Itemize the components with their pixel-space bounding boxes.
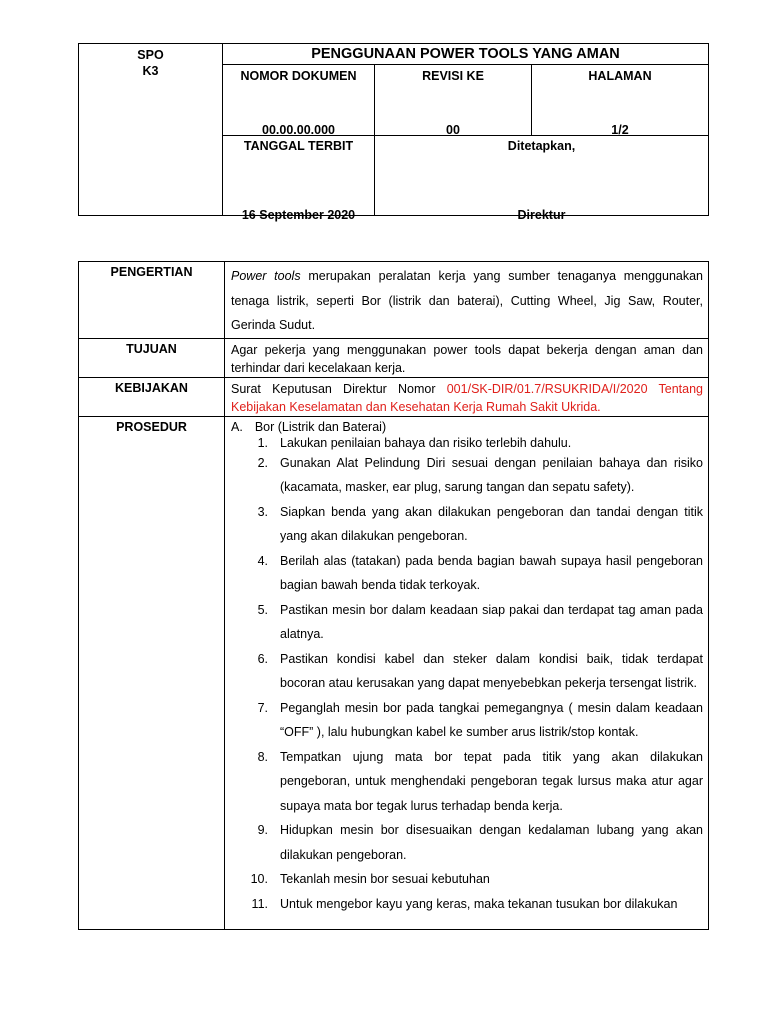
step-text: Untuk mengebor kayu yang keras, maka tekanan tusukan bor dilakukan	[280, 896, 678, 911]
prosedur-step	[231, 647, 703, 696]
prosedur-steps-list	[231, 435, 703, 917]
ditetapkan-label: Ditetapkan,	[507, 139, 576, 153]
step-number: 9.	[257, 823, 268, 837]
prosedur-step	[231, 549, 703, 598]
tujuan-content: Agar pekerja yang menggunakan power tools dapat bekerja dengan aman dan terhindar dari kecelakaan kerja.	[225, 338, 709, 377]
prosedur-step	[231, 867, 703, 892]
prosedur-step	[231, 500, 703, 549]
revisi-cell	[375, 65, 532, 136]
step-text: Gunakan Alat Pelindung Diri sesuai dengan penilaian bahaya dan risiko (kacamata, masker, ear plug, sarung tangan dan sepatu safety).	[280, 455, 703, 494]
pengertian-content	[225, 262, 709, 339]
step-number: 4.	[257, 553, 268, 568]
step-number: 2.	[257, 455, 268, 470]
section-letter: A.	[231, 419, 243, 434]
step-text: Siapkan benda yang akan dilakukan pengeboran dan tandai dengan titik yang akan dilakukan pengeboran.	[280, 504, 703, 543]
halaman-label: HALAMAN	[588, 69, 652, 83]
nomor-dokumen-label: NOMOR DOKUMEN	[240, 69, 357, 83]
step-number: 5.	[257, 602, 268, 617]
kebijakan-reference: 001/SK-DIR/01.7/RSUKRIDA/I/2020 Tentang Kebijakan Keselamatan dan Kesehatan Kerja Rumah Sakit Ukrida.	[231, 381, 703, 414]
pengertian-text: merupakan peralatan kerja yang sumber tenaganya menggunakan tenaga listrik, seperti Bor (listrik dan baterai), Cutting Wheel, Jig Saw, Router, Gerinda Sudut.	[231, 269, 704, 332]
kebijakan-content	[225, 377, 709, 416]
tanggal-terbit-label: TANGGAL TERBIT	[243, 139, 354, 153]
step-text: Peganglah mesin bor pada tangkai pemegangnya ( mesin dalam keadaan “OFF” ), lalu hubungkan kabel ke sumber arus listrik/stop kontak.	[280, 700, 703, 739]
k3-label: K3	[142, 64, 159, 78]
step-number: 6.	[257, 651, 268, 666]
step-text: Pastikan mesin bor dalam keadaan siap pakai dan terdapat tag aman pada alatnya.	[280, 602, 703, 641]
kebijakan-label: KEBIJAKAN	[79, 377, 225, 416]
step-number: 7.	[257, 700, 268, 715]
pengertian-label: PENGERTIAN	[79, 262, 225, 339]
revisi-value: 00	[446, 123, 460, 137]
nomor-dokumen-value: 00.00.00.000	[262, 123, 335, 137]
step-text: Hidupkan mesin bor disesuaikan dengan kedalaman lubang yang akan dilakukan pengeboran.	[280, 823, 703, 862]
prosedur-content	[225, 416, 709, 929]
prosedur-step	[231, 451, 703, 500]
prosedur-step	[231, 892, 703, 917]
step-text: Lakukan penilaian bahaya dan risiko terlebih dahulu.	[280, 435, 572, 450]
prosedur-step	[231, 598, 703, 647]
prosedur-label: PROSEDUR	[79, 416, 225, 929]
prosedur-step	[231, 435, 703, 451]
nomor-dokumen-cell	[223, 65, 375, 136]
spo-cell	[79, 44, 223, 216]
step-number: 3.	[257, 504, 268, 519]
step-number: 8.	[257, 749, 268, 764]
pengertian-term: Power tools	[231, 269, 301, 283]
prosedur-section-heading	[231, 419, 703, 435]
revisi-label: REVISI KE	[422, 69, 484, 83]
direktur-label: Direktur	[517, 208, 566, 222]
ditetapkan-cell	[375, 136, 709, 222]
kebijakan-text: Surat Keputusan Direktur Nomor	[231, 381, 447, 396]
document-header-table	[78, 43, 709, 222]
halaman-value: 1/2	[611, 123, 629, 137]
tanggal-terbit-value: 16 September 2020	[241, 208, 356, 222]
tanggal-terbit-cell	[223, 136, 375, 222]
step-text: Tempatkan ujung mata bor tepat pada titik yang akan dilakukan pengeboran, untuk menghendaki pengeboran tegak lursus maka atur agar supaya mata bor tegak lurus terhadap benda kerja.	[280, 749, 703, 813]
step-text: Pastikan kondisi kabel dan steker dalam kondisi baik, tidak terdapat bocoran atau kerusakan yang dapat menyebebkan pekerja tersengat listrik.	[280, 651, 703, 690]
step-number: 10.	[250, 872, 268, 886]
document-body-table	[78, 261, 709, 930]
step-text: Tekanlah mesin bor sesuai kebutuhan	[280, 872, 490, 886]
prosedur-step	[231, 745, 703, 819]
tujuan-label: TUJUAN	[79, 338, 225, 377]
halaman-cell	[532, 65, 709, 136]
section-title: Bor (Listrik dan Baterai)	[254, 419, 387, 434]
step-number: 1.	[257, 435, 268, 450]
step-text: Berilah alas (tatakan) pada benda bagian bawah supaya hasil pengeboran bagian bawah benda tidak terkoyak.	[280, 553, 703, 592]
step-number: 11.	[251, 896, 268, 911]
spo-label: SPO	[137, 48, 164, 62]
prosedur-step	[231, 818, 703, 867]
prosedur-step	[231, 696, 703, 745]
document-title: PENGGUNAAN POWER TOOLS YANG AMAN	[223, 44, 709, 65]
